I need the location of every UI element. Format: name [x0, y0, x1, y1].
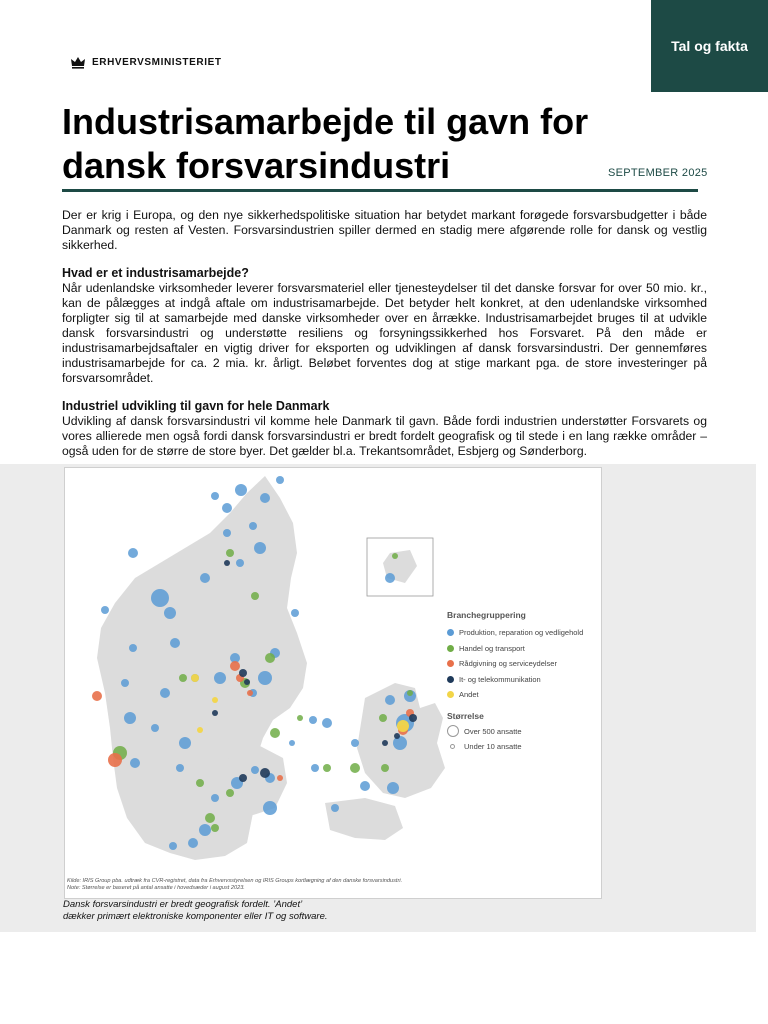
legend-swatch	[447, 676, 454, 683]
publication-date: SEPTEMBER 2025	[608, 167, 708, 179]
size-legend-big	[447, 724, 583, 740]
legend-label: Produktion, reparation og vedligehold	[459, 628, 584, 638]
corner-tab-label: Tal og fakta	[671, 38, 748, 54]
legend-item	[447, 641, 583, 657]
size-small-label: Under 10 ansatte	[464, 742, 522, 752]
ministry-logo	[70, 55, 222, 69]
size-big-label: Over 500 ansatte	[464, 726, 522, 736]
corner-tab	[651, 0, 768, 92]
logo-text: ERHVERVSMINISTERIET	[92, 56, 222, 68]
caption-line-1: Dansk forsvarsindustri er bredt geografisk fordelt. ’Andet’	[63, 899, 303, 910]
size-legend-small	[447, 739, 583, 755]
intro-paragraph: Der er krig i Europa, og den nye sikkerhedspolitiske situation har betydet markant forøgede forsvarsbudgetter i både Danmark og resten af Vesten. Forsvarsindustrien spiller dermed en stadig mere afgørende rolle for dansk og vestlig sikkerhed.	[62, 208, 707, 252]
title-line-1: Industrisamarbejde til gavn for	[62, 101, 589, 142]
section1-heading: Hvad er et industrisamarbejde?	[62, 266, 249, 280]
source-line-1: Kilde: IRIS Group pba. udtræk fra CVR-registret, data fra Erhvervsstyrelsen og IRIS Groups kortlægning af den danske forsvarsindustri.	[67, 878, 403, 884]
figure-caption	[63, 899, 328, 923]
legend-title: Branchegruppering	[447, 610, 526, 620]
source-line-2: Note: Størrelse er baseret på antal ansatte i hovedsæder i august 2023.	[67, 885, 245, 891]
section2-heading: Industriel udvikling til gavn for hele Danmark	[62, 399, 330, 413]
size-legend-title: Størrelse	[447, 710, 484, 721]
legend-swatch	[447, 629, 454, 636]
legend-item	[447, 687, 583, 703]
lolland-landmass	[325, 798, 403, 840]
legend-label: Handel og transport	[459, 643, 525, 653]
section1-paragraph: Når udenlandske virksomheder leverer forsvarsmateriel eller tjenesteydelser til det danske forsvar for over 50 mio. kr., kan de pålægges at indgå aftale om industrisamarbejde. Det betyder helt konkret, at den udenlandske virksomhed forpligter sig til at samarbejde med danske virksomheder over en årrække. Industrisamarbejdet bruges til at udvikle dansk forsvarsindustri og understøtte resiliens og forsyningssikkerhed hos Forsvaret. På den måde er industrisamarbejdsaftaler en vigtig driver for eksporten og udviklingen af dansk forsvarsindustri. Der gennemføres industrisamarbejde for ca. 2 mia. kr. årligt. Beløbet forventes dog at stige markant pga. de store investeringer på forsvarsområdet.	[62, 281, 707, 385]
legend-label: It- og telekommunikation	[459, 674, 541, 684]
legend-item	[447, 625, 583, 641]
legend-swatch	[447, 691, 454, 698]
title-line-2: dansk forsvarsindustri	[62, 145, 451, 186]
legend-item	[447, 672, 583, 688]
map-legend	[447, 610, 583, 755]
section2-paragraph: Udvikling af dansk forsvarsindustri vil komme hele Danmark til gavn. Både fordi industrien understøtter Forsvarets og vores allierede men også fordi dansk forsvarsindustri er bredt fordelt geografisk og til stede i en lang række områder – også uden for de større de store byer. Det gælder bl.a. Trekantsområdet, Esbjerg og Sønderborg.	[62, 414, 707, 458]
legend-swatch	[447, 645, 454, 652]
caption-line-2: dækker primært elektroniske komponenter eller IT og software.	[63, 911, 328, 922]
legend-label: Andet	[459, 690, 479, 700]
big-circle-icon	[447, 725, 459, 737]
legend-swatch	[447, 660, 454, 667]
legend-item	[447, 656, 583, 672]
title-divider	[62, 189, 698, 192]
small-circle-icon	[450, 744, 455, 749]
map-source-note	[67, 878, 402, 892]
page-title	[62, 100, 622, 188]
crown-icon	[70, 55, 86, 69]
legend-label: Rådgivning og serviceydelser	[459, 659, 557, 669]
